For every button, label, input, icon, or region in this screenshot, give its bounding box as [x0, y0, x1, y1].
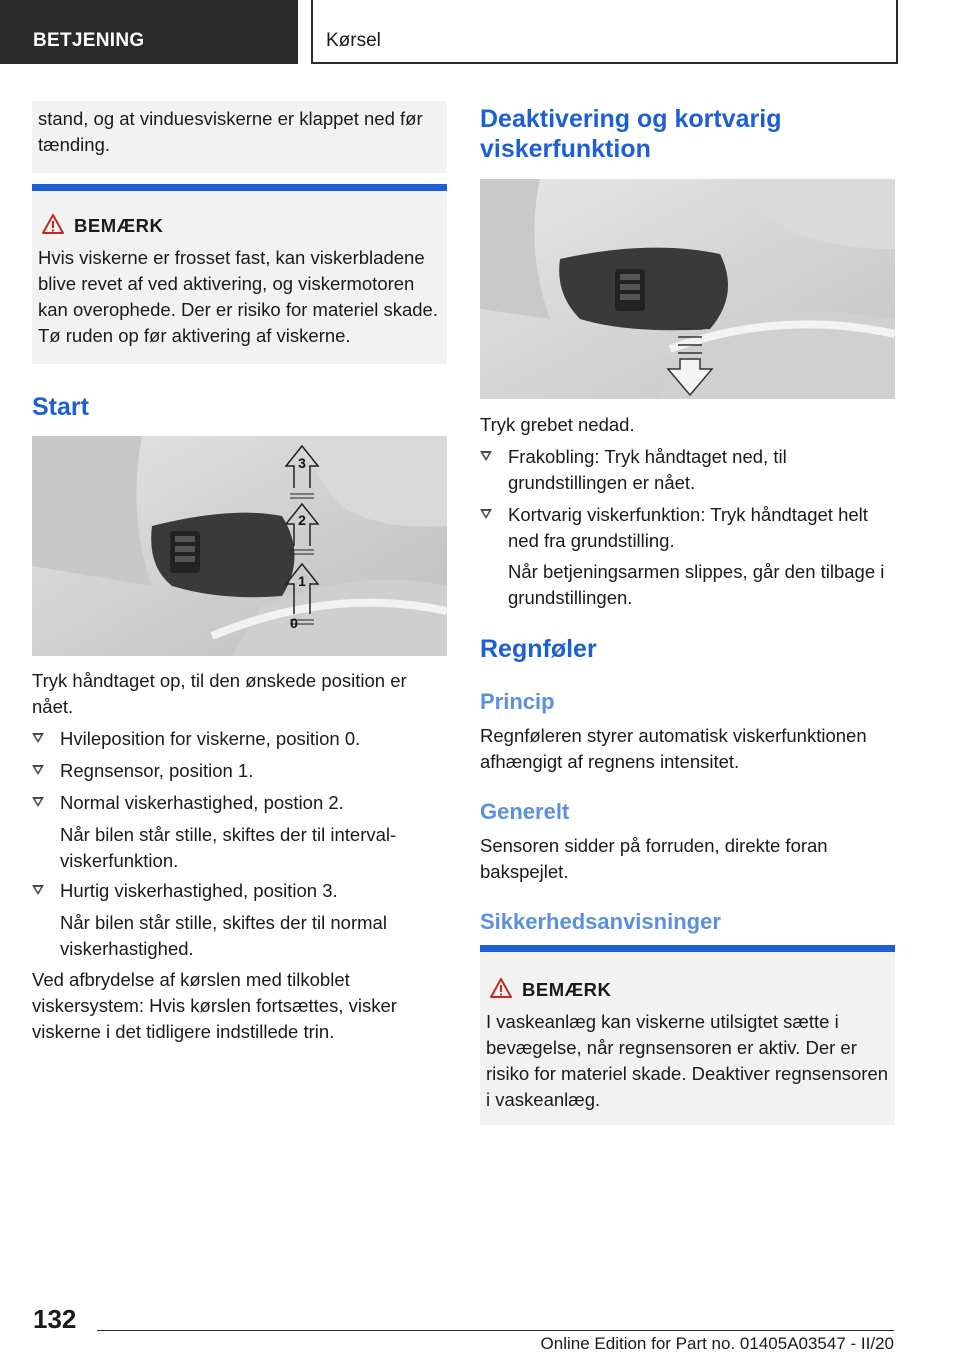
bullet-triangle-icon	[480, 451, 492, 461]
continued-text: stand, og at vinduesviskerne er klappet ned før tænding.	[38, 108, 423, 155]
bullet-triangle-icon	[32, 733, 44, 743]
heading-general: Generelt	[480, 799, 570, 824]
position-label-0: 0	[290, 615, 298, 631]
note-text: I vaskeanlæg kan viskerne utilsigtet sætte i bevægelse, når regnsensoren er aktiv. Der er risiko for materiel skade. Deaktiver regnsensoren i vaskeanlæg.	[486, 1011, 889, 1110]
continued-text-box	[32, 101, 447, 173]
list-item-subtext: Når bilen står stille, skiftes der til normal viskerhastighed.	[60, 912, 387, 959]
bullet-triangle-icon	[32, 885, 44, 895]
note-box-car-wash	[480, 945, 895, 1125]
heading-principle: Princip	[480, 689, 555, 714]
footer-edition: Online Edition for Part no. 01405A03547 - II/20	[540, 1334, 894, 1353]
page-number: 132	[33, 1304, 77, 1334]
position-label-3: 3	[298, 455, 306, 471]
list-item-subtext: Når bilen står stille, skiftes der til interval-viskerfunktion.	[60, 824, 397, 871]
warning-icon	[490, 978, 512, 998]
heading-deactivation: Deaktivering og kortvarig viskerfunktion	[480, 105, 782, 163]
bullet-triangle-icon	[480, 509, 492, 519]
note-title: BEMÆRK	[74, 215, 164, 236]
header-section-label: BETJENING	[33, 30, 145, 51]
bullet-triangle-icon	[32, 797, 44, 807]
deactivation-intro: Tryk grebet nedad.	[480, 414, 635, 435]
start-intro: Tryk håndtaget op, til den ønskede position er nået.	[32, 670, 407, 717]
figure-wiper-lever-down	[480, 179, 895, 399]
header-section-tab	[0, 0, 298, 64]
footer-divider	[97, 1330, 894, 1331]
warning-icon	[42, 214, 64, 234]
heading-start: Start	[32, 393, 89, 421]
wiper-lever-up-illustration	[32, 436, 447, 656]
note-box-frozen-wipers	[32, 184, 447, 364]
general-text: Sensoren sidder på forruden, direkte foran bakspejlet.	[480, 835, 828, 882]
figure-wiper-lever-up	[32, 436, 447, 656]
header-chapter-tab	[311, 0, 898, 64]
principle-text: Regnføleren styrer automatisk viskerfunktionen afhængigt af regnens intensitet.	[480, 725, 867, 772]
header-chapter-label: Kørsel	[326, 30, 381, 51]
list-item-subtext: Når betjeningsarmen slippes, går den tilbage i grundstillingen.	[508, 561, 885, 608]
wiper-lever-down-illustration	[480, 179, 895, 399]
position-label-1: 1	[298, 573, 306, 589]
closing-paragraph: Ved afbrydelse af kørslen med tilkoblet viskersystem: Hvis kørslen fortsættes, visker viskerne i det tidligere indstillede trin.	[32, 969, 397, 1042]
bullet-triangle-icon	[32, 765, 44, 775]
note-text: Hvis viskerne er frosset fast, kan viskerbladene blive revet af ved aktivering, og viskermotoren kan overophede. Der er risiko for materiel skade. Tø ruden op før aktivering af viskerne.	[38, 247, 438, 346]
position-label-2: 2	[298, 512, 306, 528]
heading-rain-sensor: Regnføler	[480, 635, 597, 663]
heading-safety: Sikkerhedsanvisninger	[480, 909, 721, 934]
note-title: BEMÆRK	[522, 979, 612, 1000]
